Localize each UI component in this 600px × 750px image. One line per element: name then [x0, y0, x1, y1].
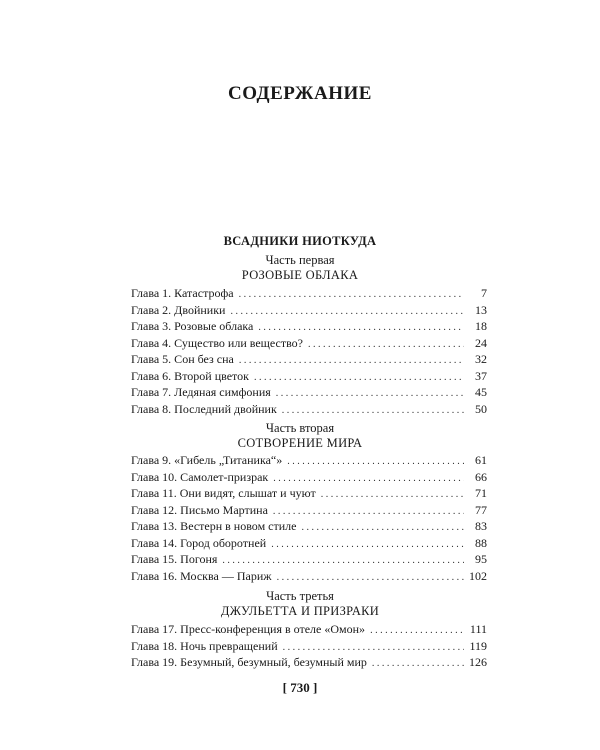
- toc-entry: [131, 518, 487, 535]
- leader-dots: [271, 537, 464, 554]
- chapter-page: 102: [469, 568, 487, 583]
- toc-entry: [131, 335, 487, 352]
- part-label: Часть третья: [266, 589, 334, 603]
- toc-entry: [131, 401, 487, 418]
- chapter-page: 18: [475, 319, 487, 333]
- chapter-title: Глава 11. Они видят, слышат и чуют: [131, 486, 316, 500]
- leader-dots: [287, 454, 464, 471]
- chapter-title: Глава 18. Ночь превращений: [131, 638, 278, 653]
- toc-entry: [131, 384, 487, 401]
- chapter-page: 88: [475, 535, 487, 550]
- toc-entry: [131, 568, 487, 585]
- chapter-page: 37: [475, 368, 487, 383]
- leader-dots: [301, 520, 464, 537]
- toc-list-part-3: [131, 621, 487, 671]
- part-heading-1: [0, 253, 600, 283]
- chapter-page: 13: [475, 302, 487, 317]
- chapter-page: 45: [475, 385, 487, 399]
- toc-entry: [131, 621, 487, 638]
- page-number: [ 730 ]: [282, 680, 318, 695]
- chapter-title: Глава 19. Безумный, безумный, безумный мир: [131, 655, 367, 669]
- toc-entry: [131, 638, 487, 655]
- chapter-title: Глава 6. Второй цветок: [131, 368, 249, 383]
- chapter-page: 66: [475, 469, 487, 484]
- toc-list-part-1: [131, 285, 487, 417]
- chapter-title: Глава 15. Погоня: [131, 552, 218, 566]
- book-title: ВСАДНИКИ НИОТКУДА: [223, 234, 377, 248]
- chapter-page: 50: [475, 401, 487, 416]
- chapter-page: 126: [469, 655, 487, 669]
- chapter-page: 7: [481, 286, 487, 300]
- chapter-title: Глава 17. Пресс-конференция в отеле «Омон»: [131, 622, 366, 636]
- leader-dots: [308, 337, 464, 354]
- chapter-title: Глава 1. Катастрофа: [131, 286, 234, 300]
- toc-entry: [131, 452, 487, 469]
- chapter-title: Глава 8. Последний двойник: [131, 401, 277, 416]
- chapter-title: Глава 3. Розовые облака: [131, 319, 254, 333]
- part-heading-3: [0, 589, 600, 619]
- leader-dots: [282, 403, 464, 420]
- toc-entry: [131, 502, 487, 519]
- part-heading-2: [0, 421, 600, 451]
- toc-entry: [131, 368, 487, 385]
- leader-dots: [239, 353, 464, 370]
- toc-entry: [131, 351, 487, 368]
- chapter-title: Глава 4. Существо или вещество?: [131, 335, 304, 350]
- chapter-page: 24: [475, 335, 487, 350]
- leader-dots: [276, 386, 464, 403]
- chapter-page: 32: [475, 352, 487, 366]
- part-name: ДЖУЛЬЕТТА И ПРИЗРАКИ: [220, 604, 380, 618]
- chapter-title: Глава 13. Вестерн в новом стиле: [131, 519, 297, 533]
- leader-dots: [277, 570, 464, 587]
- toc-entry: [131, 654, 487, 671]
- toc-entry: [131, 551, 487, 568]
- chapter-title: Глава 9. «Гибель „Титаника“»: [131, 453, 283, 467]
- leader-dots: [239, 287, 464, 304]
- chapter-page: 77: [475, 502, 487, 517]
- leader-dots: [230, 304, 464, 321]
- chapter-title: Глава 16. Москва — Париж: [131, 568, 272, 583]
- part-label: Часть первая: [265, 253, 335, 267]
- toc-entry: [131, 302, 487, 319]
- leader-dots: [372, 656, 464, 673]
- chapter-title: Глава 10. Самолет-призрак: [131, 469, 269, 484]
- leader-dots: [254, 370, 464, 387]
- toc-entry: [131, 535, 487, 552]
- leader-dots: [273, 504, 464, 521]
- page-title: СОДЕРЖАНИЕ: [228, 83, 372, 104]
- chapter-title: Глава 5. Сон без сна: [131, 352, 234, 366]
- chapter-page: 111: [469, 622, 487, 636]
- leader-dots: [370, 623, 464, 640]
- chapter-title: Глава 14. Город оборотней: [131, 535, 267, 550]
- part-name: РОЗОВЫЕ ОБЛАКА: [241, 268, 359, 282]
- chapter-title: Глава 7. Ледяная симфония: [131, 385, 271, 399]
- chapter-title: Глава 12. Письмо Мартина: [131, 502, 268, 517]
- leader-dots: [321, 487, 464, 504]
- chapter-page: 95: [475, 552, 487, 566]
- toc-entry: [131, 285, 487, 302]
- chapter-page: 83: [475, 519, 487, 533]
- chapter-title: Глава 2. Двойники: [131, 302, 226, 317]
- chapter-page: 119: [469, 638, 487, 653]
- part-name: СОТВОРЕНИЕ МИРА: [237, 436, 363, 450]
- toc-entry: [131, 469, 487, 486]
- chapter-page: 71: [475, 486, 487, 500]
- part-label: Часть вторая: [265, 421, 335, 435]
- toc-entry: [131, 318, 487, 335]
- chapter-page: 61: [475, 453, 487, 467]
- toc-list-part-2: [131, 452, 487, 584]
- toc-entry: [131, 485, 487, 502]
